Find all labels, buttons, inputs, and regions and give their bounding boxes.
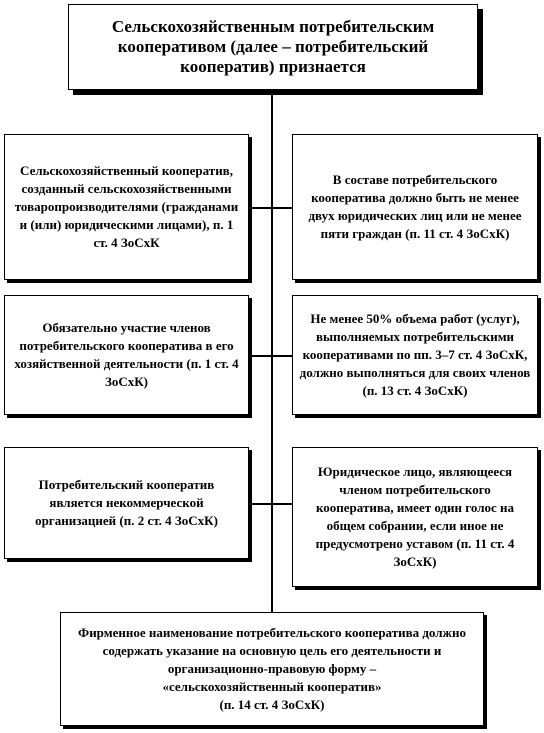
connector-left-2 — [249, 355, 272, 357]
bottom-box-line-2: «сельскохозяйственный кооператив» — [162, 679, 382, 694]
left-box-2 — [4, 295, 249, 415]
right-box-1 — [292, 134, 538, 280]
diagram-title: Сельскохозяйственным потребительским кооперативом (далее – потребительский кооператив) признается — [111, 17, 435, 76]
left-box-1 — [4, 134, 249, 280]
connector-right-2 — [272, 355, 292, 357]
right-box-2-text: Не менее 50% объема работ (услуг), выполняемых потребительскими кооперативами по пп. 3–7 ст. 4 ЗоСхК, должно выполняться для своих членов (п. 13 ст. 4 ЗоСхК) — [299, 311, 531, 398]
diagram-title-box — [68, 4, 478, 90]
left-box-1-text: Сельскохозяйственный кооператив, созданный сельскохозяйственными товаропроизводителями (гражданами и (или) юридическими лицами), п. 1 ст. 4 ЗоСхК — [14, 163, 239, 250]
connector-right-3 — [272, 503, 292, 505]
left-box-3-text: Потребительский кооператив является некоммерческой организацией (п. 2 ст. 4 ЗоСхК) — [35, 477, 218, 528]
connector-left-1 — [249, 207, 272, 209]
trunk-line — [271, 90, 273, 612]
connector-right-1 — [272, 207, 292, 209]
left-box-3 — [4, 447, 249, 559]
connector-left-3 — [249, 503, 272, 505]
right-box-3 — [292, 447, 538, 587]
bottom-box-line-3: (п. 14 ст. 4 ЗоСхК) — [219, 697, 325, 712]
right-box-2 — [292, 295, 538, 415]
left-box-2-text: Обязательно участие членов потребительского кооператива в его хозяйственной деятельности (п. 1 ст. 4 ЗоСхК) — [14, 320, 239, 389]
bottom-box-line-1: Фирменное наименование потребительского кооператива должно содержать указание на основную цель его деятельности и организационно-правовую форму – — [78, 625, 466, 676]
bottom-box — [60, 612, 484, 726]
right-box-3-text: Юридическое лицо, являющееся членом потребительского кооператива, имеет один голос на общем собрании, если иное не предусмотрено уставом (п. 11 ст. 4 ЗоСхК) — [315, 464, 515, 569]
right-box-1-text: В составе потребительского кооператива должно быть не менее двух юридических лиц или не менее пяти граждан (п. 11 ст. 4 ЗоСхК) — [308, 172, 522, 241]
